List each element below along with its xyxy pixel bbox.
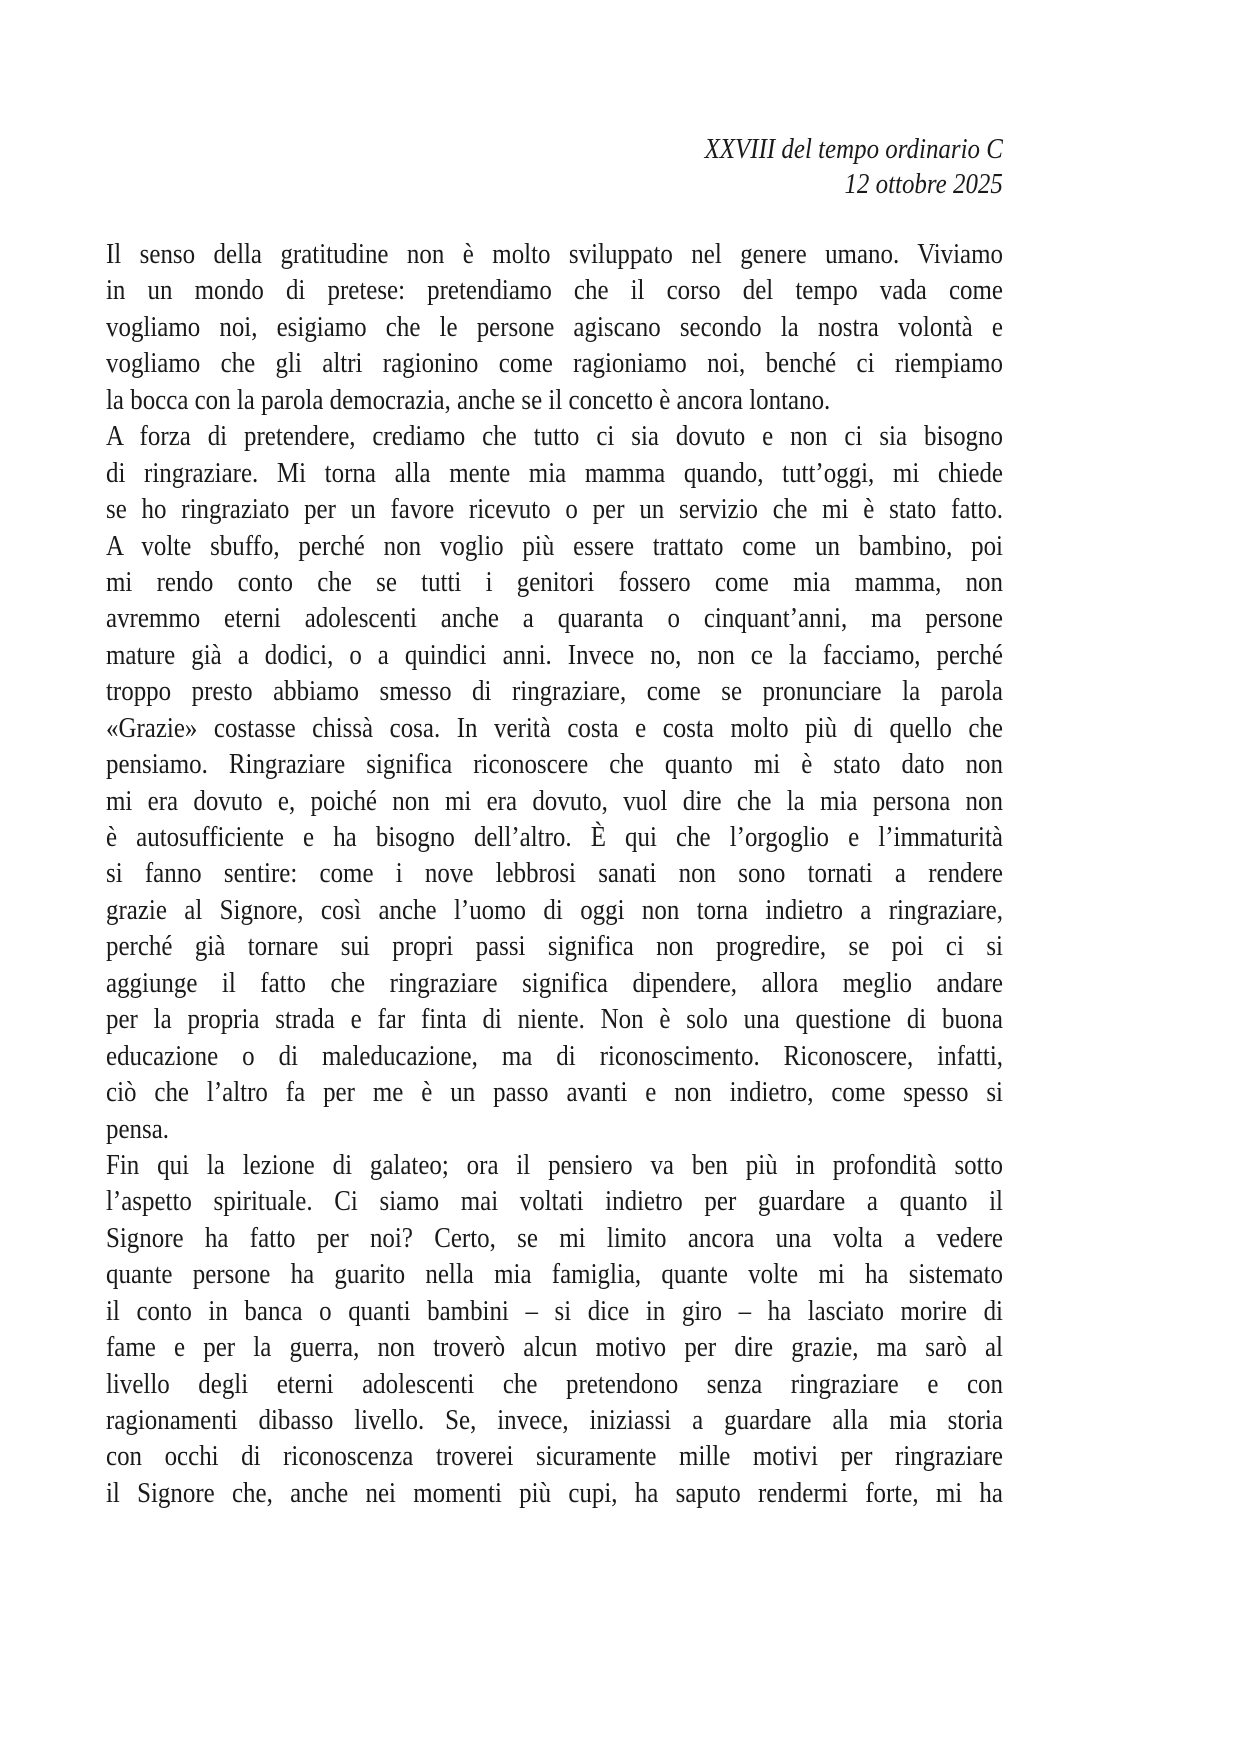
text-line: avremmo eterni adolescenti anche a quaranta o cinquant’anni, ma persone: [106, 602, 1003, 635]
text-line: mature già a dodici, o a quindici anni. Invece no, non ce la facciamo, perché: [106, 638, 1003, 671]
text-line: troppo presto abbiamo smesso di ringraziare, come se pronunciare la parola: [106, 675, 1003, 708]
text-line: pensa.: [106, 1112, 170, 1145]
document-body: [106, 236, 1003, 1511]
text-line: Signore ha fatto per noi? Certo, se mi limito ancora una volta a vedere: [106, 1221, 1003, 1254]
text-line: educazione o di maleducazione, ma di riconoscimento. Riconoscere, infatti,: [106, 1039, 1003, 1072]
text-line: livello degli eterni adolescenti che pretendono senza ringraziare e con: [106, 1367, 1003, 1400]
text-line: quante persone ha guarito nella mia famiglia, quante volte mi ha sistemato: [106, 1258, 1003, 1291]
text-line: è autosufficiente e ha bisogno dell’altro. È qui che l’orgoglio e l’immaturità: [106, 821, 1003, 853]
text-line: mi rendo conto che se tutti i genitori fossero come mia mamma, non: [106, 565, 1003, 598]
text-line: l’aspetto spirituale. Ci siamo mai voltati indietro per guardare a quanto il: [106, 1185, 1003, 1218]
text-line: fame e per la guerra, non troverò alcun motivo per dire grazie, ma sarò al: [106, 1331, 1003, 1364]
date: 12 ottobre 2025: [844, 168, 1003, 200]
text-line: Il senso della gratitudine non è molto sviluppato nel genere umano. Viviamo: [106, 238, 1003, 270]
text-line: si fanno sentire: come i nove lebbrosi sanati non sono tornati a rendere: [106, 857, 1003, 890]
document-header: [705, 132, 1003, 202]
text-line: Fin qui la lezione di galateo; ora il pensiero va ben più in profondità sotto: [106, 1148, 1003, 1181]
text-line: mi era dovuto e, poiché non mi era dovuto, vuol dire che la mia persona non: [106, 784, 1003, 817]
text-line: A volte sbuffo, perché non voglio più essere trattato come un bambino, poi: [106, 529, 1003, 562]
text-line: vogliamo noi, esigiamo che le persone agiscano secondo la nostra volontà e: [106, 310, 1003, 343]
text-line: ragionamenti dibasso livello. Se, invece, iniziassi a guardare alla mia storia: [106, 1404, 1003, 1436]
text-line: ciò che l’altro fa per me è un passo avanti e non indietro, come spesso si: [106, 1076, 1003, 1109]
text-line: di ringraziare. Mi torna alla mente mia mamma quando, tutt’oggi, mi chiede: [106, 456, 1003, 489]
text-line: aggiunge il fatto che ringraziare significa dipendere, allora meglio andare: [106, 966, 1003, 999]
text-line: pensiamo. Ringraziare significa riconoscere che quanto mi è stato dato non: [106, 748, 1003, 781]
text-line: grazie al Signore, così anche l’uomo di oggi non torna indietro a ringraziare,: [106, 893, 1003, 926]
liturgical-title: XXVIII del tempo ordinario C: [704, 133, 1003, 165]
text-line: «Grazie» costasse chissà cosa. In verità costa e costa molto più di quello che: [106, 711, 1003, 744]
text-line: la bocca con la parola democrazia, anche se il concetto è ancora lontano.: [106, 383, 831, 416]
text-line: con occhi di riconoscenza troverei sicuramente mille motivi per ringraziare: [106, 1440, 1003, 1473]
text-line: in un mondo di pretese: pretendiamo che il corso del tempo vada come: [106, 274, 1003, 307]
text-line: A forza di pretendere, crediamo che tutto ci sia dovuto e non ci sia bisogno: [106, 420, 1003, 453]
text-line: perché già tornare sui propri passi significa non progredire, se poi ci si: [106, 930, 1003, 963]
text-line: se ho ringraziato per un favore ricevuto o per un servizio che mi è stato fatto.: [106, 493, 1003, 526]
text-line: il conto in banca o quanti bambini – si dice in giro – ha lasciato morire di: [106, 1294, 1003, 1327]
text-line: vogliamo che gli altri ragionino come ragioniamo noi, benché ci riempiamo: [106, 347, 1003, 380]
text-line: il Signore che, anche nei momenti più cupi, ha saputo rendermi forte, mi ha: [106, 1476, 1003, 1509]
text-line: per la propria strada e far finta di niente. Non è solo una questione di buona: [106, 1003, 1003, 1036]
